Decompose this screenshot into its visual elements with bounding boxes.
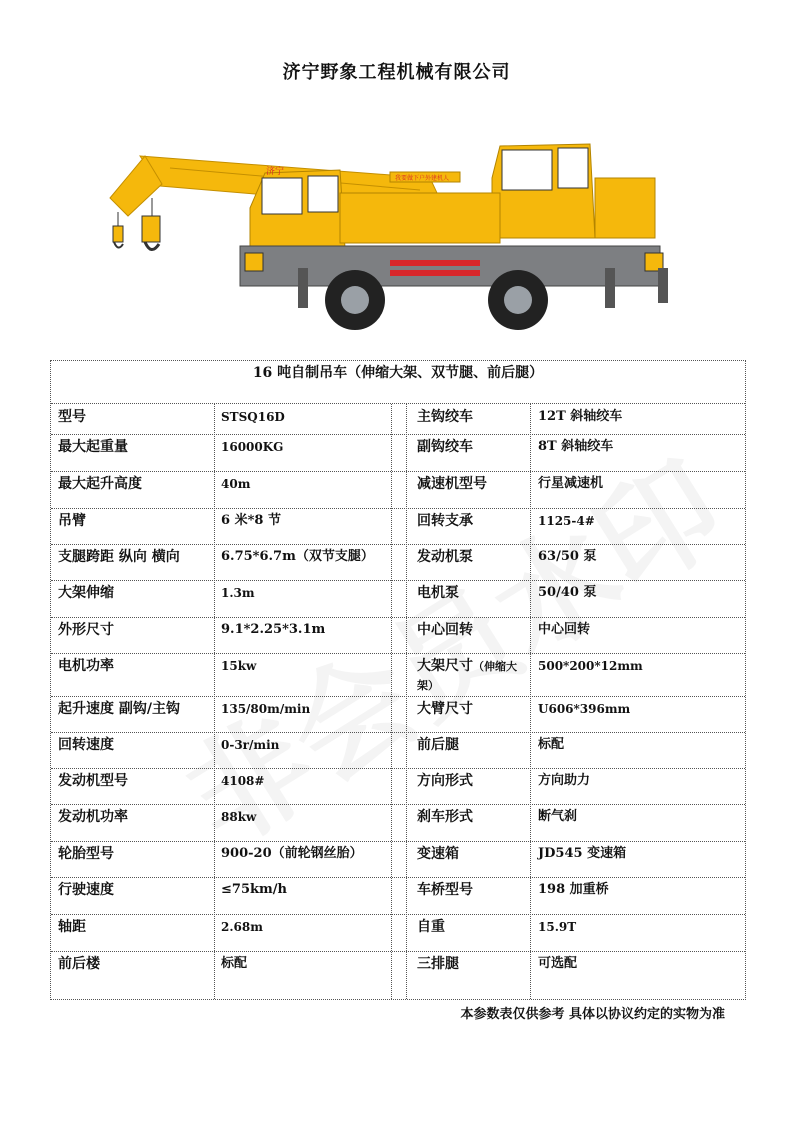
spec-label: 刹车形式 <box>417 809 473 825</box>
table-row <box>51 404 745 434</box>
table-row <box>51 434 745 471</box>
table-row <box>51 580 745 617</box>
table-row <box>51 841 745 877</box>
spec-value: 135/80m/min <box>221 702 311 716</box>
spec-value: ≤75km/h <box>221 882 287 897</box>
table-row <box>51 877 745 914</box>
table-row <box>51 653 745 696</box>
spec-label: 外形尺寸 <box>58 622 114 638</box>
spec-value: 8T 斜轴绞车 <box>538 439 614 454</box>
spec-label: 发动机功率 <box>58 809 128 825</box>
hook-small <box>113 226 123 242</box>
table-row <box>51 804 745 841</box>
spec-value: 方向助力 <box>538 773 591 788</box>
spec-value: 2.68m <box>221 920 263 934</box>
spec-label: 回转支承 <box>417 513 473 529</box>
spec-value: 可选配 <box>538 956 578 971</box>
spec-label: 电机功率 <box>58 658 114 674</box>
spec-value: 6.75*6.7m（双节支腿） <box>221 549 374 564</box>
spec-label: 行驶速度 <box>58 882 114 898</box>
spec-value: JD545 变速箱 <box>538 846 627 861</box>
spec-value: 900-20（前轮钢丝胎） <box>221 846 363 861</box>
spec-label: 变速箱 <box>417 846 459 862</box>
spec-value: 6 米*8 节 <box>221 513 281 528</box>
hook-main <box>142 216 160 242</box>
spec-label: 电机泵 <box>417 585 459 601</box>
spec-label: 发动机泵 <box>417 549 473 565</box>
spec-value: 中心回转 <box>538 622 591 637</box>
spec-value: 1125-4# <box>538 514 595 528</box>
spec-value: 63/50 泵 <box>538 549 597 564</box>
spec-value: 88kw <box>221 810 257 824</box>
spec-value: 断气刹 <box>538 809 578 824</box>
spec-label: 支腿跨距 纵向 横向 <box>58 549 180 565</box>
table-row <box>51 768 745 804</box>
spec-label: 前后腿 <box>417 737 459 753</box>
spec-label: 前后楼 <box>58 956 100 972</box>
spec-value: 4108# <box>221 774 265 788</box>
spec-value: 0-3r/min <box>221 738 280 752</box>
cab-banner: 我要做下户外建机人 <box>395 175 450 182</box>
spec-label-multiline: 大架尺寸（伸缩大 架） <box>417 658 517 692</box>
spec-label: 副钩绞车 <box>417 439 473 455</box>
spec-label: 三排腿 <box>417 956 459 972</box>
spec-value: 行星减速机 <box>538 476 604 491</box>
spec-value: 15.9T <box>538 920 577 934</box>
table-row <box>51 951 745 999</box>
table-row <box>51 617 745 653</box>
spec-value: 9.1*2.25*3.1m <box>221 622 326 637</box>
table-row <box>51 696 745 732</box>
footnote: 本参数表仅供参考 具体以协议约定的实物为准 <box>460 1007 725 1022</box>
door-sign: 济宁 <box>266 167 285 177</box>
spec-label: 轮胎型号 <box>58 846 114 862</box>
table-row <box>51 914 745 951</box>
spec-label: 最大起重量 <box>58 439 128 455</box>
table-title: 16 吨自制吊车（伸缩大架、双节腿、前后腿） <box>51 361 745 404</box>
spec-value: 1.3m <box>221 586 255 600</box>
spec-label: 最大起升高度 <box>58 476 142 492</box>
spec-value: STSQ16D <box>221 410 285 424</box>
spec-value: 50/40 泵 <box>538 585 597 600</box>
turntable <box>340 193 500 243</box>
spec-label: 减速机型号 <box>417 476 487 492</box>
spec-value: 标配 <box>538 737 565 752</box>
spec-label: 大臂尺寸 <box>417 701 473 717</box>
spec-value: 198 加重桥 <box>538 882 609 897</box>
spec-label: 自重 <box>417 919 445 935</box>
spec-label: 主钩绞车 <box>417 409 473 425</box>
spec-label: 大架伸缩 <box>58 585 114 601</box>
table-row <box>51 544 745 580</box>
spec-table <box>50 360 746 1000</box>
crane-truck-photo <box>100 138 690 338</box>
spec-label: 发动机型号 <box>58 773 128 789</box>
company-title: 济宁野象工程机械有限公司 <box>282 62 511 83</box>
spec-value: 标配 <box>221 956 248 971</box>
table-row <box>51 732 745 768</box>
spec-value: 16000KG <box>221 440 284 454</box>
spec-value: 15kw <box>221 659 257 673</box>
spec-value: 12T 斜轴绞车 <box>538 409 623 424</box>
spec-value: U606*396mm <box>538 702 631 716</box>
spec-label: 轴距 <box>58 919 86 935</box>
spec-label: 起升速度 副钩/主钩 <box>58 701 180 717</box>
spec-label: 中心回转 <box>417 622 473 638</box>
table-row <box>51 471 745 508</box>
spec-label: 方向形式 <box>417 773 473 789</box>
spec-label: 回转速度 <box>58 737 114 753</box>
spec-label: 型号 <box>58 409 86 425</box>
table-row <box>51 508 745 544</box>
spec-label: 吊臂 <box>58 513 86 529</box>
spec-value: 500*200*12mm <box>538 659 643 673</box>
spec-value: 40m <box>221 477 251 491</box>
spec-label: 车桥型号 <box>417 882 473 898</box>
